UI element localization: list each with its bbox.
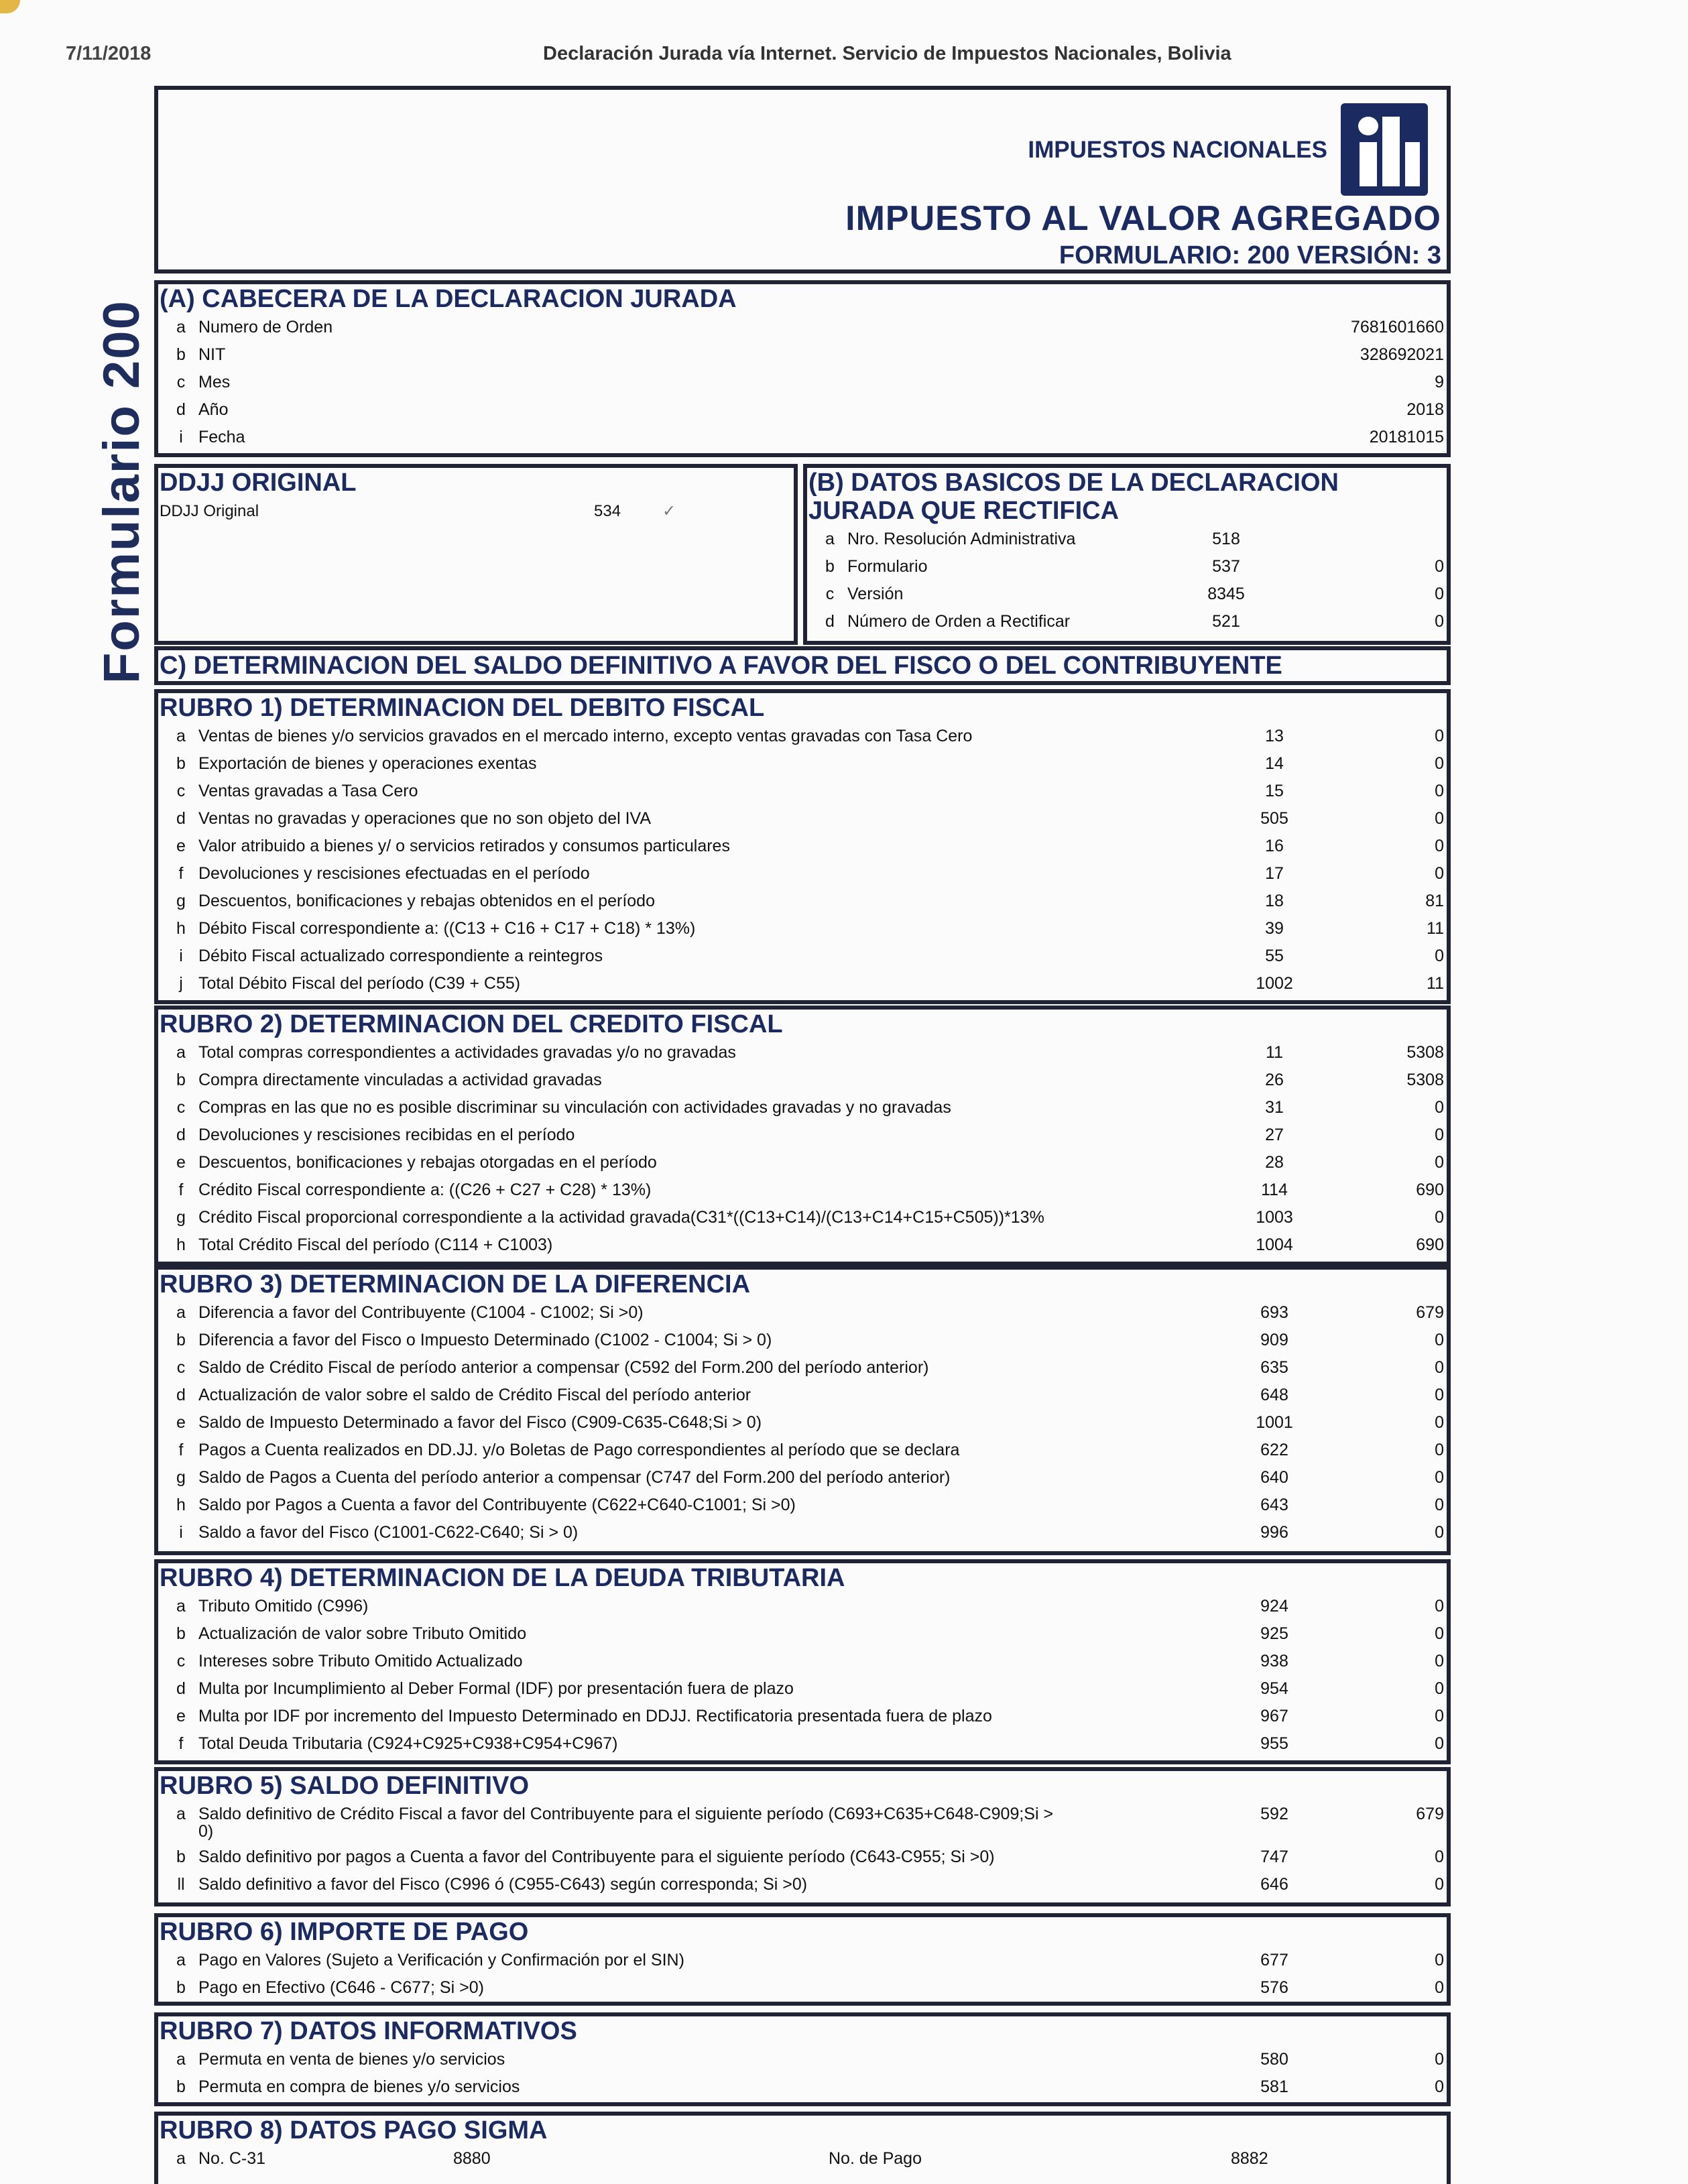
section-rows	[158, 314, 1447, 451]
table-row	[158, 1620, 1447, 1648]
row-value: 0	[1435, 612, 1444, 631]
row-description: Intereses sobre Tributo Omitido Actualizado	[198, 1652, 523, 1671]
form-version: FORMULARIO: 200 VERSIÓN: 3	[1059, 241, 1441, 269]
row-letter: e	[176, 1707, 186, 1725]
section-title: C) DETERMINACION DEL SALDO DEFINITIVO A FAVOR DEL FISCO O DEL CONTRIBUYENTE	[160, 652, 1282, 680]
row-value: 0	[1435, 1597, 1444, 1616]
row-value: 0	[1435, 754, 1444, 773]
row-code: 534	[594, 502, 621, 520]
row-letter: b	[176, 2077, 186, 2096]
row-value: 0	[1435, 1734, 1444, 1753]
row-description: Compra directamente vinculadas a actividad gravadas	[198, 1071, 602, 1089]
row-code: 643	[1260, 1496, 1288, 1514]
row-description: Saldo definitivo por pagos a Cuenta a favor del Contribuyente para el siguiente período (C643-C955; Si >0)	[198, 1847, 995, 1866]
section-subtitle: JURADA QUE RECTIFICA	[808, 497, 1120, 525]
row-description: Multa por IDF por incremento del Impuesto Determinado en DDJJ. Rectificatoria presentada fuera de plazo	[198, 1707, 992, 1725]
row-value: 0	[1435, 837, 1444, 855]
table-row	[158, 1492, 1447, 1519]
row-code: 635	[1260, 1358, 1288, 1377]
row-code: 518	[1212, 530, 1240, 548]
row-letter: i	[179, 947, 183, 965]
row-value: 5308	[1406, 1043, 1444, 1062]
list-item	[158, 497, 794, 525]
row-code: 747	[1260, 1847, 1288, 1866]
row-description: Devoluciones y rescisiones recibidas en el período	[198, 1126, 575, 1144]
row-description: Devoluciones y rescisiones efectuadas en el período	[198, 864, 590, 883]
row-code: 648	[1260, 1386, 1288, 1404]
form-name: IMPUESTO AL VALOR AGREGADO	[845, 199, 1441, 238]
row-letter: a	[176, 1951, 186, 1969]
row-letter: i	[179, 428, 183, 446]
sidebar-form-label: Formulario 200	[93, 300, 150, 684]
row-letter: d	[176, 809, 186, 828]
table-row	[158, 723, 1447, 750]
row-description: Diferencia a favor del Fisco o Impuesto Determinado (C1002 - C1004; Si > 0)	[198, 1331, 772, 1349]
row-value: 0	[1435, 1523, 1444, 1542]
row-letter: f	[178, 1734, 184, 1753]
row-code: 13	[1265, 727, 1284, 745]
row-description: Formulario	[847, 557, 928, 576]
form-header-box	[154, 86, 1451, 274]
table-row	[807, 581, 1447, 608]
table-row	[158, 1593, 1447, 1620]
row-letter: b	[176, 1624, 186, 1643]
row-value: 0	[1435, 1358, 1444, 1377]
row-value: 0	[1435, 1496, 1444, 1514]
row-value: 0	[1435, 2050, 1444, 2069]
print-date: 7/11/2018	[66, 43, 152, 64]
row-code: 640	[1260, 1468, 1288, 1487]
row-code-2: 8882	[1231, 2149, 1268, 2168]
row-value: 0	[1435, 1624, 1444, 1643]
table-row	[158, 860, 1447, 888]
table-row	[158, 1299, 1447, 1327]
row-description: Ventas gravadas a Tasa Cero	[198, 782, 418, 800]
table-row	[158, 1730, 1447, 1758]
row-letter: c	[176, 1098, 186, 1117]
row-value: 0	[1435, 1386, 1444, 1404]
row-value: 0	[1435, 557, 1444, 576]
row-description: Actualización de valor sobre el saldo de Crédito Fiscal del período anterior	[198, 1386, 751, 1404]
row-value: 0	[1435, 1875, 1444, 1894]
table-row	[158, 1464, 1447, 1492]
row-letter: b	[825, 557, 835, 576]
table-row	[807, 608, 1447, 635]
row-value: 0	[1435, 1331, 1444, 1349]
row-code: 28	[1265, 1153, 1284, 1172]
row-description: Crédito Fiscal correspondiente a: ((C26 + C27 + C28) * 13%)	[198, 1180, 652, 1199]
row-value: 5308	[1406, 1071, 1444, 1089]
row-description: Exportación de bienes y operaciones exentas	[198, 754, 537, 773]
row-code: 17	[1265, 864, 1284, 883]
table-row	[158, 424, 1447, 451]
section-rows	[158, 1299, 1447, 1546]
row-letter: b	[176, 345, 186, 364]
row-letter: a	[176, 727, 186, 745]
row-value: 0	[1435, 1208, 1444, 1227]
row-description: Pago en Valores (Sujeto a Verificación y Confirmación por el SIN)	[198, 1951, 684, 1969]
section-c-title	[154, 646, 1451, 685]
section-title: RUBRO 3) DETERMINACION DE LA DIFERENCIA	[160, 1270, 751, 1298]
row-letter: c	[825, 585, 835, 603]
row-value: 2018	[1406, 400, 1444, 419]
row-value: 0	[1435, 1978, 1444, 1997]
table-row	[158, 369, 1447, 396]
section-rows	[807, 526, 1447, 635]
section-title: RUBRO 8) DATOS PAGO SIGMA	[160, 2116, 548, 2144]
section-title: RUBRO 2) DETERMINACION DEL CREDITO FISCAL	[160, 1010, 783, 1038]
row-code: 938	[1260, 1652, 1288, 1671]
table-row	[807, 526, 1447, 553]
row-letter: b	[176, 1331, 186, 1349]
print-header-title: Declaración Jurada vía Internet. Servicio de Impuestos Nacionales, Bolivia	[543, 43, 1231, 64]
row-description: No. C-31	[198, 2149, 266, 2168]
row-value: 20181015	[1369, 428, 1444, 446]
rubro-8-pago-sigma	[154, 2112, 1451, 2184]
section-title: (B) DATOS BASICOS DE LA DECLARACION	[808, 469, 1339, 497]
section-title: RUBRO 4) DETERMINACION DE LA DEUDA TRIBUTARIA	[160, 1564, 845, 1592]
row-letter: b	[176, 1978, 186, 1997]
row-description: Total Deuda Tributaria (C924+C925+C938+C954+C967)	[198, 1734, 618, 1753]
row-letter: g	[176, 892, 186, 910]
row-letter: d	[176, 400, 186, 419]
row-code: 581	[1260, 2077, 1288, 2096]
section-rows	[158, 1801, 1447, 1898]
row-value: 0	[1435, 1679, 1444, 1698]
row-code: 8345	[1207, 585, 1245, 603]
row-code: 592	[1260, 1805, 1288, 1823]
row-description: Débito Fiscal actualizado correspondiente a reintegros	[198, 947, 603, 965]
row-letter: e	[176, 1413, 186, 1432]
table-row	[158, 1149, 1447, 1176]
row-letter: f	[178, 1180, 184, 1199]
row-description: Tributo Omitido (C996)	[198, 1597, 369, 1616]
table-row	[158, 1974, 1447, 2002]
section-title: RUBRO 1) DETERMINACION DEL DEBITO FISCAL	[160, 694, 765, 722]
row-description: Número de Orden a Rectificar	[847, 612, 1071, 631]
row-code: 55	[1265, 947, 1284, 965]
row-value: 0	[1435, 727, 1444, 745]
row-description: Total Débito Fiscal del período (C39 + C55)	[198, 974, 521, 993]
row-value: 0	[1435, 1951, 1444, 1969]
row-code: 967	[1260, 1707, 1288, 1725]
row-value: 0	[1435, 1126, 1444, 1144]
row-letter: c	[176, 1652, 186, 1671]
agency-name: IMPUESTOS NACIONALES	[1028, 137, 1327, 163]
row-value: 328692021	[1360, 345, 1444, 364]
rubro-2-credito-fiscal	[154, 1006, 1451, 1266]
row-code: 646	[1260, 1875, 1288, 1894]
row-code: 996	[1260, 1523, 1288, 1542]
row-code: 1003	[1256, 1208, 1293, 1227]
row-code: 11	[1266, 1043, 1283, 1062]
row-value: 7681601660	[1350, 318, 1444, 337]
row-description: NIT	[198, 345, 226, 364]
row-code: 31	[1265, 1098, 1284, 1117]
section-rows	[158, 1039, 1447, 1259]
row-letter: g	[176, 1208, 186, 1227]
row-letter: f	[178, 864, 184, 883]
table-row	[158, 1675, 1447, 1703]
row-value: 679	[1416, 1805, 1444, 1823]
table-row	[158, 943, 1447, 970]
row-description: Total Crédito Fiscal del período (C114 + C1003)	[198, 1235, 553, 1254]
list-item	[158, 2145, 1447, 2173]
row-description: Año	[198, 400, 229, 419]
row-code: 1001	[1256, 1413, 1293, 1432]
page-corner-mark	[0, 0, 20, 13]
row-value: 0	[1435, 1441, 1444, 1459]
row-value: 0	[1435, 1153, 1444, 1172]
rubro-1-debito-fiscal	[154, 689, 1451, 1004]
row-code: 1004	[1256, 1235, 1293, 1254]
row-code: 580	[1260, 2050, 1288, 2069]
row-value: 0	[1435, 1413, 1444, 1432]
row-letter: ll	[177, 1875, 185, 1894]
row-code: 693	[1260, 1303, 1288, 1322]
row-letter: i	[179, 1523, 183, 1542]
row-letter: f	[178, 1441, 184, 1459]
row-value: 9	[1435, 373, 1444, 391]
row-description: Mes	[198, 373, 231, 391]
row-value: 11	[1427, 919, 1444, 938]
row-description: Fecha	[198, 428, 245, 446]
table-row	[158, 314, 1447, 341]
row-description: Saldo a favor del Fisco (C1001-C622-C640; Si > 0)	[198, 1523, 579, 1542]
table-row	[158, 1176, 1447, 1204]
row-description-continued: 0)	[198, 1822, 214, 1841]
table-row	[158, 396, 1447, 424]
row-value: 0	[1435, 585, 1444, 603]
row-label: DDJJ Original	[160, 502, 259, 520]
row-letter: a	[176, 318, 186, 337]
row-description: Versión	[847, 585, 904, 603]
row-value: 11	[1427, 974, 1444, 993]
table-row	[158, 1648, 1447, 1675]
row-description: Diferencia a favor del Contribuyente (C1004 - C1002; Si >0)	[198, 1303, 644, 1322]
section-b-rectifica	[803, 464, 1451, 645]
rubro-6-importe-pago	[154, 1913, 1451, 2006]
row-description: Numero de Orden	[198, 318, 333, 337]
row-code: 26	[1265, 1071, 1284, 1089]
table-row	[158, 341, 1447, 369]
row-letter: c	[176, 1358, 186, 1377]
row-value: 690	[1416, 1235, 1444, 1254]
row-letter: h	[176, 919, 186, 938]
check-icon: ✓	[662, 502, 676, 520]
row-letter: h	[176, 1496, 186, 1514]
row-letter: c	[176, 782, 186, 800]
row-value: 0	[1435, 2077, 1444, 2096]
table-row	[158, 833, 1447, 860]
section-title: RUBRO 7) DATOS INFORMATIVOS	[160, 2017, 577, 2045]
row-letter: j	[179, 974, 183, 993]
row-letter: e	[176, 837, 186, 855]
row-value: 0	[1435, 864, 1444, 883]
table-row	[158, 778, 1447, 805]
section-rows	[158, 723, 1447, 997]
rubro-7-datos-informativos	[154, 2012, 1451, 2106]
row-letter: b	[176, 1847, 186, 1866]
row-description: Descuentos, bonificaciones y rebajas obtenidos en el período	[198, 892, 655, 910]
row-letter: e	[176, 1153, 186, 1172]
row-description: Débito Fiscal correspondiente a: ((C13 + C16 + C17 + C18) * 13%)	[198, 919, 696, 938]
row-value: 679	[1416, 1303, 1444, 1322]
rubro-3-diferencia	[154, 1266, 1451, 1555]
row-description: Saldo de Impuesto Determinado a favor del Fisco (C909-C635-C648;Si > 0)	[198, 1413, 762, 1432]
table-row	[158, 970, 1447, 997]
table-row	[158, 1354, 1447, 1382]
row-code: 27	[1265, 1126, 1284, 1144]
table-row	[158, 1801, 1447, 1843]
row-code: 114	[1261, 1180, 1288, 1199]
row-description-2: No. de Pago	[829, 2149, 922, 2168]
row-code: 537	[1212, 557, 1240, 576]
row-description: Ventas no gravadas y operaciones que no son objeto del IVA	[198, 809, 652, 828]
row-letter: d	[176, 1126, 186, 1144]
row-description: Ventas de bienes y/o servicios gravados en el mercado interno, excepto ventas gravadas con Tasa Cero	[198, 727, 973, 745]
row-value: 0	[1435, 1707, 1444, 1725]
section-title: RUBRO 5) SALDO DEFINITIVO	[160, 1772, 530, 1800]
row-code: 954	[1260, 1679, 1288, 1698]
row-value: 0	[1435, 947, 1444, 965]
section-title: (A) CABECERA DE LA DECLARACION JURADA	[160, 285, 737, 313]
row-description: Pago en Efectivo (C646 - C677; Si >0)	[198, 1978, 484, 1997]
table-row	[158, 1947, 1447, 1974]
table-row	[158, 2073, 1447, 2101]
row-letter: h	[176, 1235, 186, 1254]
table-row	[158, 1519, 1447, 1546]
row-code: 909	[1260, 1331, 1288, 1349]
row-description: Saldo de Crédito Fiscal de período anterior a compensar (C592 del Form.200 del período anterior)	[198, 1358, 929, 1377]
row-description: Crédito Fiscal proporcional correspondiente a la actividad gravada(C31*((C13+C14)/(C13+C14+C15+C505))*13%	[198, 1208, 1044, 1227]
row-letter: g	[176, 1468, 186, 1487]
table-row	[807, 553, 1447, 581]
row-code: 576	[1260, 1978, 1288, 1997]
table-row	[158, 1094, 1447, 1121]
row-letter: d	[176, 1679, 186, 1698]
row-value: 0	[1435, 782, 1444, 800]
row-description: Nro. Resolución Administrativa	[847, 530, 1076, 548]
row-code: 1002	[1256, 974, 1293, 993]
row-description: Actualización de valor sobre Tributo Omitido	[198, 1624, 527, 1643]
row-value: 0	[1435, 1098, 1444, 1117]
row-code: 8880	[453, 2149, 491, 2168]
row-description: Pagos a Cuenta realizados en DD.JJ. y/o Boletas de Pago correspondientes al período que se declara	[198, 1441, 960, 1459]
row-description: Total compras correspondientes a actividades gravadas y/o no gravadas	[198, 1043, 736, 1062]
table-row	[158, 1437, 1447, 1464]
row-code: 18	[1265, 892, 1284, 910]
section-a-header	[154, 280, 1451, 457]
row-letter: b	[176, 754, 186, 773]
row-code: 505	[1260, 809, 1288, 828]
table-row	[158, 1409, 1447, 1437]
section-rows	[158, 1593, 1447, 1758]
row-letter: d	[825, 612, 835, 631]
row-description: Descuentos, bonificaciones y rebajas otorgadas en el período	[198, 1153, 657, 1172]
section-title: DDJJ ORIGINAL	[160, 469, 357, 497]
row-value: 0	[1435, 1652, 1444, 1671]
rubro-4-deuda-tributaria	[154, 1559, 1451, 1764]
row-description: Valor atribuido a bienes y/ o servicios retirados y consumos particulares	[198, 837, 730, 855]
row-value: 0	[1435, 1847, 1444, 1866]
row-letter: a	[825, 530, 835, 548]
row-letter: c	[176, 373, 186, 391]
table-row	[158, 1703, 1447, 1730]
row-code: 622	[1260, 1441, 1288, 1459]
table-row	[158, 750, 1447, 778]
table-row	[158, 915, 1447, 943]
section-rows	[158, 1947, 1447, 2002]
table-row	[158, 1121, 1447, 1149]
row-description: Saldo definitivo a favor del Fisco (C996 ó (C955-C643) según corresponda; Si >0)	[198, 1875, 808, 1894]
row-description: Permuta en compra de bienes y/o servicios	[198, 2077, 520, 2096]
row-letter: d	[176, 1386, 186, 1404]
table-row	[158, 2046, 1447, 2073]
table-row	[158, 1231, 1447, 1259]
section-rows	[158, 2046, 1447, 2101]
row-code: 677	[1260, 1951, 1288, 1969]
row-code: 955	[1260, 1734, 1288, 1753]
row-value: 81	[1425, 892, 1444, 910]
row-code: 39	[1265, 919, 1284, 938]
row-code: 16	[1265, 837, 1284, 855]
row-letter: a	[176, 1303, 186, 1322]
row-code: 15	[1265, 782, 1284, 800]
row-description: Multa por Incumplimiento al Deber Formal (IDF) por presentación fuera de plazo	[198, 1679, 794, 1698]
section-title: RUBRO 6) IMPORTE DE PAGO	[160, 1918, 529, 1946]
row-value: 690	[1416, 1180, 1444, 1199]
row-letter: a	[176, 1805, 186, 1823]
row-value: 0	[1435, 809, 1444, 828]
row-description: Saldo de Pagos a Cuenta del período anterior a compensar (C747 del Form.200 del período anterior)	[198, 1468, 951, 1487]
row-letter: a	[176, 2149, 186, 2168]
row-letter: a	[176, 2050, 186, 2069]
row-description: Saldo definitivo de Crédito Fiscal a favor del Contribuyente para el siguiente período (C693+C635+C648-C909;Si >	[198, 1805, 1054, 1823]
row-letter: a	[176, 1043, 186, 1062]
row-letter: b	[176, 1071, 186, 1089]
table-row	[158, 1382, 1447, 1409]
table-row	[158, 1039, 1447, 1067]
row-code: 924	[1260, 1597, 1288, 1616]
table-row	[158, 1204, 1447, 1231]
row-description: Saldo por Pagos a Cuenta a favor del Contribuyente (C622+C640-C1001; Si >0)	[198, 1496, 796, 1514]
row-code: 925	[1260, 1624, 1288, 1643]
table-row	[158, 888, 1447, 915]
table-row	[158, 1327, 1447, 1354]
row-description: Compras en las que no es posible discriminar su vinculación con actividades gravadas y no gravadas	[198, 1098, 951, 1117]
table-row	[158, 805, 1447, 833]
row-description: Permuta en venta de bienes y/o servicios	[198, 2050, 505, 2069]
row-value: 0	[1435, 1468, 1444, 1487]
row-code: 521	[1212, 612, 1240, 631]
impuestos-logo-icon	[1341, 103, 1428, 196]
table-row	[158, 1843, 1447, 1871]
ddjj-original-box	[154, 464, 798, 645]
table-row	[158, 1067, 1447, 1094]
row-code: 14	[1265, 754, 1284, 773]
row-letter: a	[176, 1597, 186, 1616]
table-row	[158, 1871, 1447, 1898]
rubro-5-saldo-definitivo	[154, 1767, 1451, 1906]
